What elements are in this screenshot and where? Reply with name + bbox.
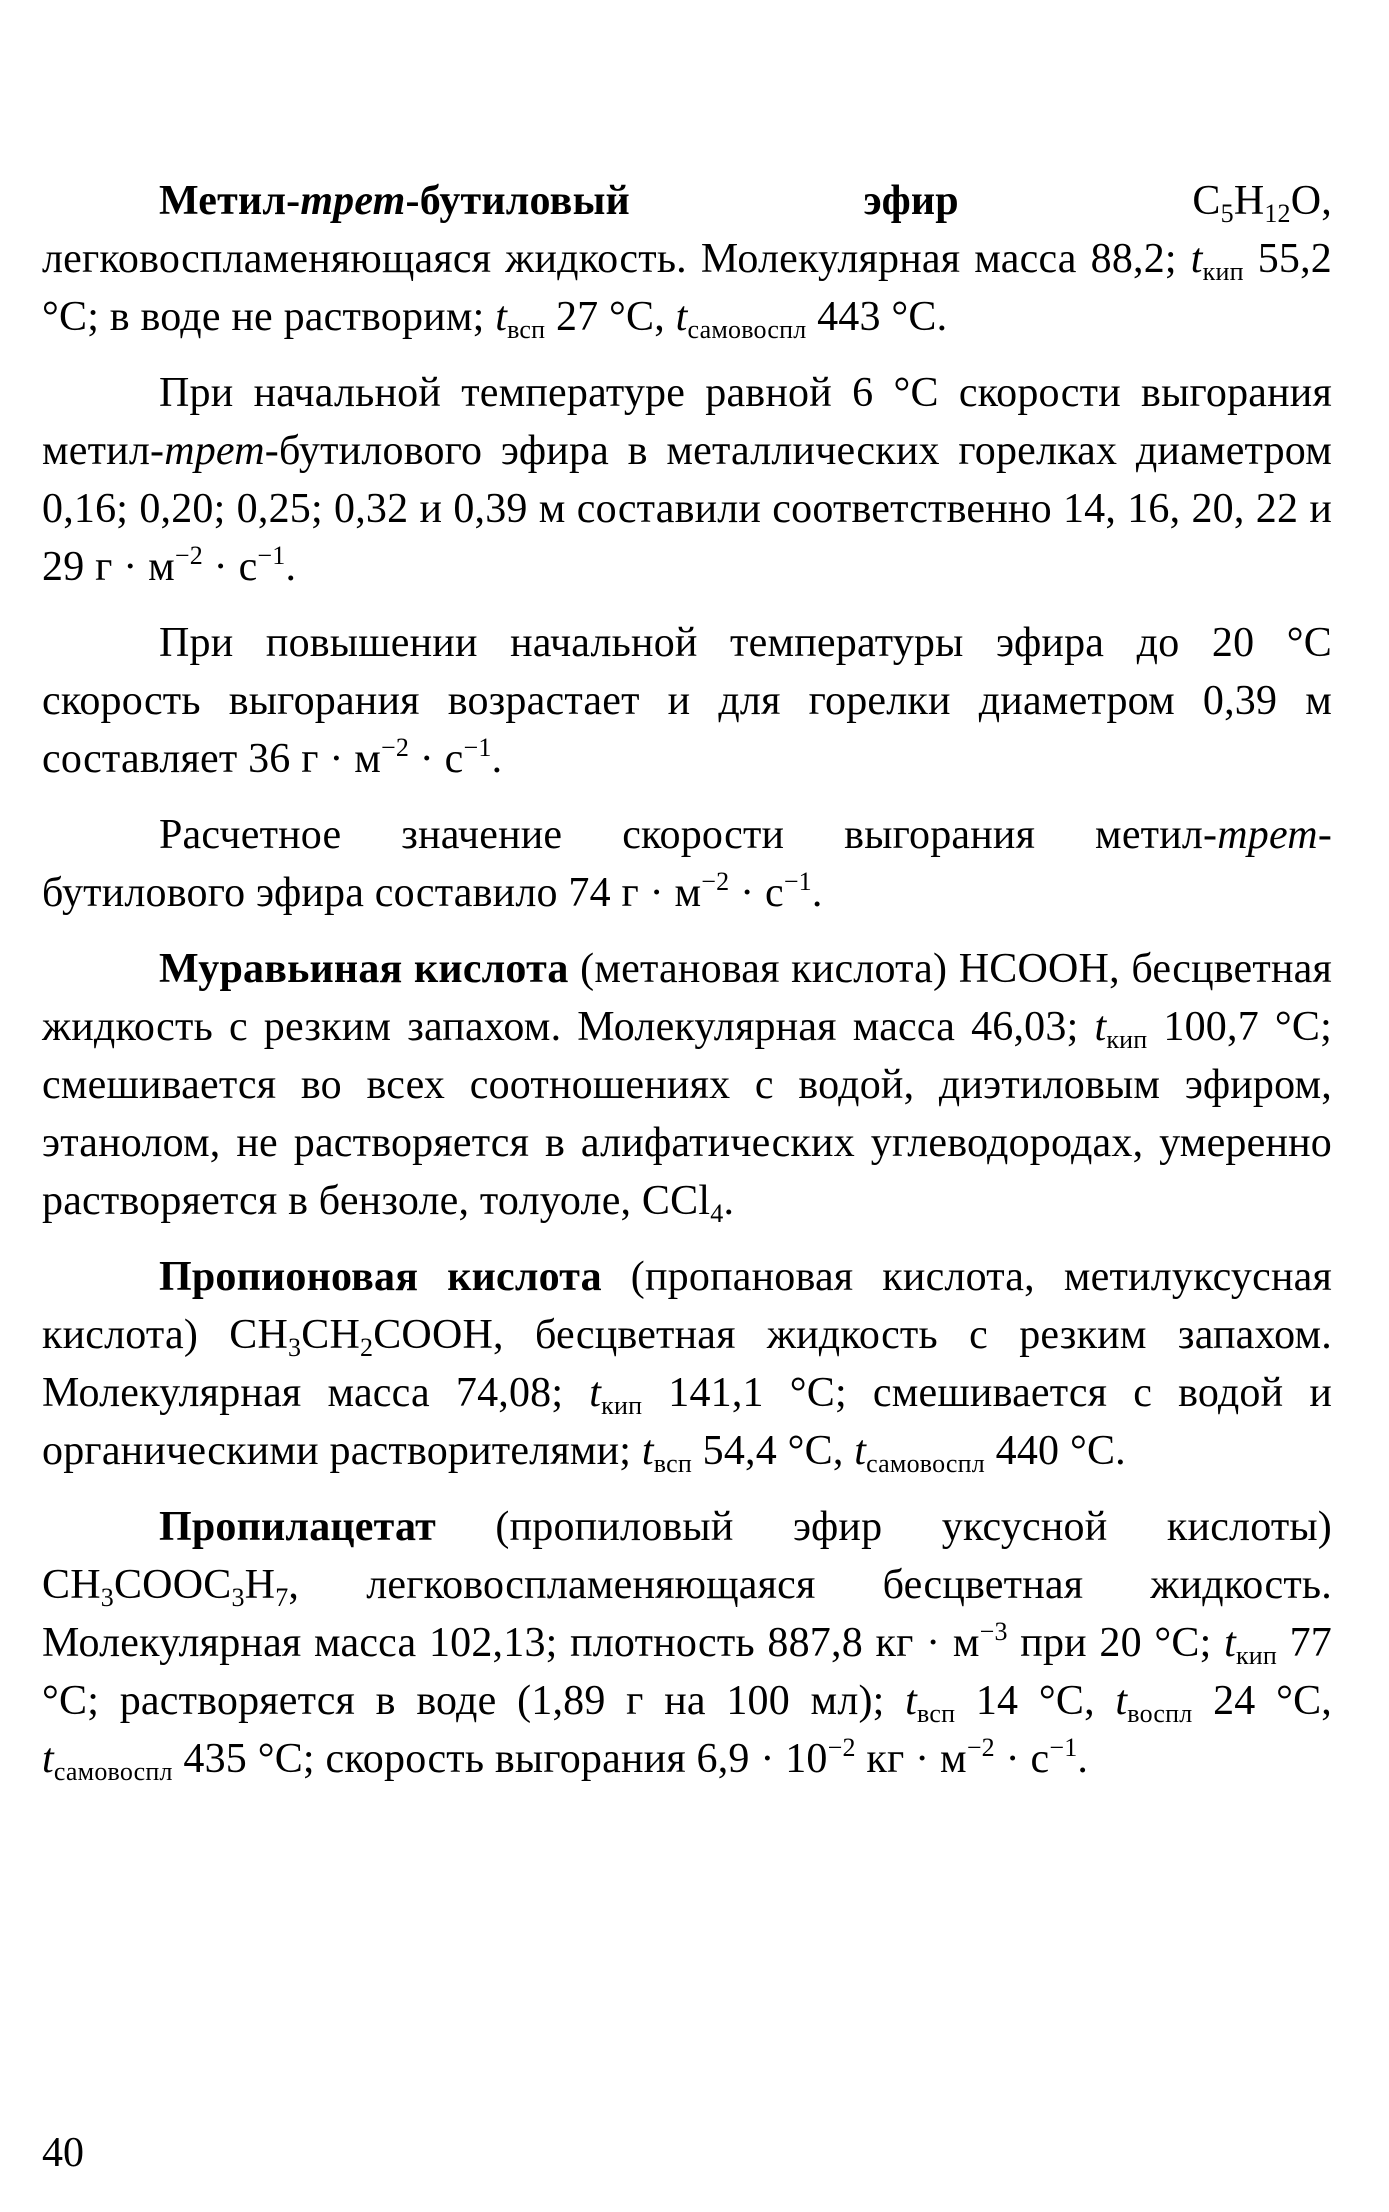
text-segment: всп: [917, 1699, 956, 1728]
text-segment: Расчетное значение скорости выгорания метил-: [159, 812, 1218, 858]
text-segment: .: [491, 736, 503, 782]
text-segment: -бутиловый эфир: [405, 178, 959, 224]
text-segment: 3: [288, 1333, 302, 1362]
text-segment: COOC: [113, 1562, 232, 1608]
text-segment: при 20 °С;: [1007, 1620, 1225, 1666]
text-segment: 14 °С,: [955, 1678, 1116, 1724]
text-segment: · с: [994, 1736, 1050, 1782]
text-segment: -бутилового эфира в металлических горелках диаметром 0,16; 0,20; 0,25; 0,32 и 0,39 м составили соответственно 14, 16, 20, 22 и 29 г · м: [42, 428, 1332, 590]
paragraph: [42, 1498, 1332, 1788]
text-segment: кип: [1106, 1025, 1148, 1054]
text-segment: самовоспл: [687, 315, 807, 344]
text-segment: t: [1115, 1678, 1128, 1724]
text-segment: всп: [653, 1449, 692, 1478]
text-segment: 54,4 °С,: [691, 1428, 855, 1474]
text-segment: −2: [174, 541, 203, 570]
text-segment: 7: [275, 1583, 289, 1612]
text-segment: t: [675, 294, 688, 340]
text-segment: самовоспл: [866, 1449, 985, 1478]
paragraph: [42, 614, 1332, 788]
text-segment: 4: [710, 1199, 724, 1228]
paragraph: [42, 1248, 1332, 1480]
text-segment: −1: [257, 541, 286, 570]
text-segment: кг · м: [855, 1736, 967, 1782]
text-segment: COOH, бесцветная жидкость с резким запахом. Молекулярная масса 74,08;: [42, 1312, 1332, 1416]
text-segment: 3: [100, 1583, 114, 1612]
text-segment: трет: [164, 428, 265, 474]
text-segment: t: [589, 1370, 602, 1416]
text-segment: (пропановая кислота, метилуксусная кислота) CH: [42, 1254, 1332, 1358]
text-segment: H: [244, 1562, 276, 1608]
text-segment: кип: [1202, 257, 1244, 286]
text-segment: −2: [827, 1733, 856, 1762]
text-segment: 55,2 °С; в воде не растворим;: [42, 236, 1333, 340]
text-segment: −2: [380, 733, 410, 762]
text-segment: трет: [300, 178, 406, 224]
text-segment: t: [1094, 1004, 1107, 1050]
text-segment: 24 °С,: [1192, 1678, 1332, 1724]
paragraph: [42, 364, 1332, 596]
text-segment: 2: [360, 1333, 374, 1362]
text-segment: -бутилового эфира составило 74 г · м: [42, 812, 1332, 916]
text-segment: 435 °С; скорость выгорания 6,9 · 10: [172, 1736, 828, 1782]
text-segment: Муравьиная кислота: [159, 946, 569, 992]
text-segment: Метил-: [159, 178, 301, 224]
text-segment: 5: [1220, 199, 1234, 228]
text-segment: .: [723, 1178, 735, 1224]
text-segment: t: [905, 1678, 918, 1724]
text-segment: −3: [979, 1617, 1008, 1646]
text-segment: При начальной температуре равной 6 °С скорости выгорания метил-: [42, 370, 1332, 474]
paragraph: [42, 172, 1332, 346]
text-segment: CH: [301, 1312, 360, 1358]
text-segment: 141,1 °С; смешивается с водой и органическими растворителями;: [42, 1370, 1332, 1474]
text-segment: трет: [1217, 812, 1318, 858]
text-segment: −1: [1049, 1733, 1078, 1762]
text-segment: Пропилацетат: [159, 1504, 436, 1550]
text-segment: (метановая кислота) HCOOH, бесцветная жидкость с резким запахом. Молекулярная масса 46,03;: [42, 946, 1332, 1050]
text-segment: 440 °С.: [984, 1428, 1126, 1474]
text-segment: · с: [729, 870, 784, 916]
page-number: 40: [42, 2130, 84, 2176]
text-segment: −2: [701, 867, 730, 896]
text-segment: 443 °С.: [806, 294, 948, 340]
text-segment: воспл: [1127, 1699, 1193, 1728]
text-segment: 100,7 °С; смешивается во всех соотношениях с водой, диэтиловым эфиром, этанолом, не растворяется в алифатических углеводородах, умеренно растворяется в бензоле, толуоле, CCl: [42, 1004, 1332, 1224]
text-segment: Пропионовая кислота: [159, 1254, 602, 1300]
text-segment: (пропиловый эфир уксусной кислоты) CH: [42, 1504, 1332, 1608]
text-segment: .: [811, 870, 823, 916]
text-segment: самовоспл: [53, 1757, 173, 1786]
text-segment: кип: [1235, 1641, 1277, 1670]
text-segment: , легковоспламеняющаяся бесцветная жидкость. Молекулярная масса 102,13; плотность 887,8 кг · м: [42, 1562, 1332, 1666]
text-segment: −1: [783, 867, 812, 896]
text-segment: t: [1224, 1620, 1236, 1666]
text-segment: кип: [601, 1391, 643, 1420]
text-segment: 77 °С; растворяется в воде (1,89 г на 100 мл);: [42, 1620, 1332, 1724]
text-segment: t: [1190, 236, 1203, 282]
text-segment: t: [854, 1428, 867, 1474]
text-segment: всп: [507, 315, 546, 344]
paragraph: [42, 940, 1332, 1230]
text-segment: H: [1233, 178, 1265, 224]
text-segment: 27 °С,: [545, 294, 676, 340]
text-segment: −2: [966, 1733, 995, 1762]
page-body: [42, 172, 1332, 1806]
text-segment: · с: [409, 736, 464, 782]
text-segment: 12: [1264, 199, 1291, 228]
text-segment: t: [641, 1428, 654, 1474]
text-segment: −1: [463, 733, 492, 762]
text-segment: · с: [202, 544, 258, 590]
text-segment: C: [958, 178, 1221, 224]
text-segment: t: [42, 1736, 54, 1782]
text-segment: O, легковоспламеняющаяся жидкость. Молекулярная масса 88,2;: [42, 178, 1332, 282]
text-segment: При повышении начальной температуры эфира до 20 °С скорость выгорания возрастает и для горелки диаметром 0,39 м составляет 36 г · м: [42, 620, 1332, 782]
text-segment: .: [285, 544, 297, 590]
text-segment: t: [495, 294, 508, 340]
text-segment: 3: [231, 1583, 245, 1612]
text-segment: .: [1077, 1736, 1089, 1782]
paragraph: [42, 806, 1332, 922]
